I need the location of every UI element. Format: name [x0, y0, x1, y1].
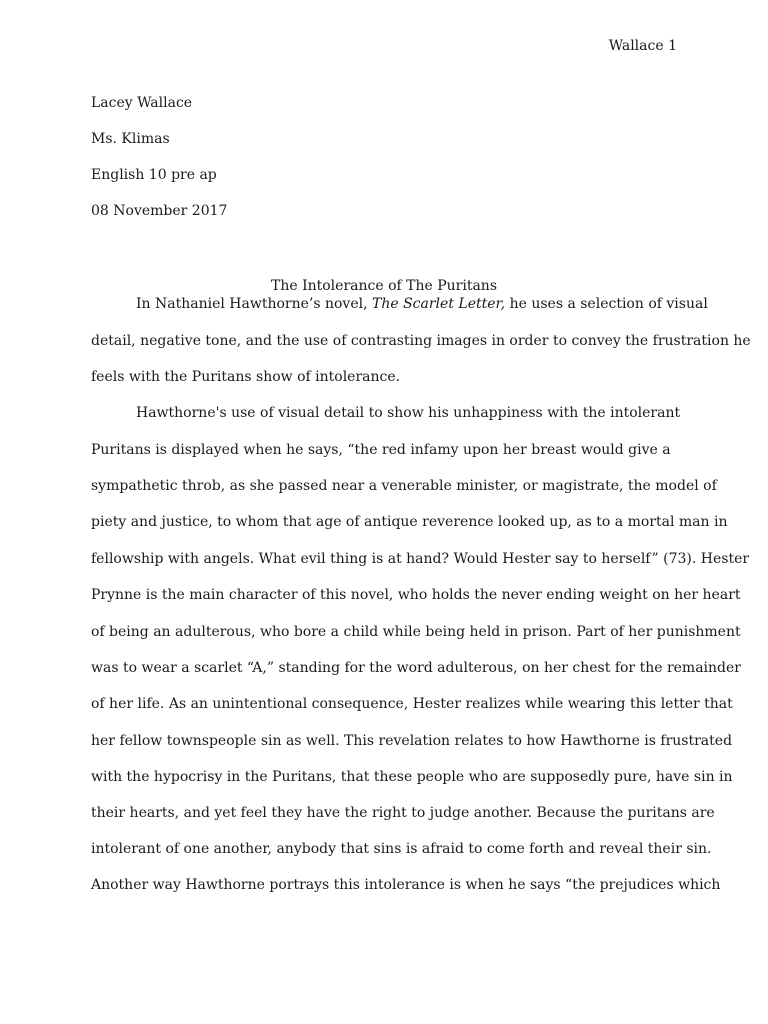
- paragraph-1-line-3: feels with the Puritans show of intolerance.: [91, 369, 401, 385]
- paragraph-2-line: Another way Hawthorne portrays this intolerance is when he says “the prejudices which: [91, 877, 721, 893]
- paragraph-2-line: Puritans is displayed when he says, “the red infamy upon her breast would give a: [91, 442, 671, 458]
- paragraph-1-line-2: detail, negative tone, and the use of contrasting images in order to convey the frustration he: [91, 333, 751, 349]
- paragraph-1-text-start: In Nathaniel Hawthorne’s novel,: [136, 296, 372, 312]
- paragraph-2-line: fellowship with angels. What evil thing is at hand? Would Hester say to herself” (73). Hester: [91, 551, 750, 567]
- novel-title: The Scarlet Letter,: [372, 296, 506, 312]
- running-head: Wallace 1: [608, 38, 677, 54]
- paragraph-2-line: with the hypocrisy in the Puritans, that these people who are supposedly pure, have sin in: [91, 769, 733, 785]
- paragraph-1-text-end: he uses a selection of visual: [505, 296, 708, 312]
- paragraph-2-line: Prynne is the main character of this novel, who holds the never ending weight on her heart: [91, 587, 741, 603]
- paragraph-2-line: her fellow townspeople sin as well. This revelation relates to how Hawthorne is frustrated: [91, 733, 733, 749]
- paragraph-2-line: sympathetic throb, as she passed near a venerable minister, or magistrate, the model of: [91, 478, 717, 494]
- paragraph-2-line: of her life. As an unintentional consequence, Hester realizes while wearing this letter that: [91, 696, 733, 712]
- student-name: Lacey Wallace: [91, 95, 193, 111]
- essay-title: The Intolerance of The Puritans: [270, 278, 498, 294]
- paragraph-2-line: was to wear a scarlet “A,” standing for the word adulterous, on her chest for the remainder: [91, 660, 741, 676]
- paragraph-1-line-1: [136, 295, 708, 313]
- paragraph-2-line: Hawthorne's use of visual detail to show his unhappiness with the intolerant: [136, 405, 681, 421]
- course-name: English 10 pre ap: [91, 167, 217, 183]
- paragraph-2-line: intolerant of one another, anybody that sins is afraid to come forth and reveal their sin.: [91, 841, 712, 857]
- teacher-name: Ms. Klimas: [91, 131, 170, 147]
- paragraph-2-line: piety and justice, to whom that age of antique reverence looked up, as to a mortal man in: [91, 514, 728, 530]
- paragraph-2-line: of being an adulterous, who bore a child while being held in prison. Part of her punishment: [91, 624, 741, 640]
- paragraph-2-line: their hearts, and yet feel they have the right to judge another. Because the puritans are: [91, 805, 715, 821]
- essay-date: 08 November 2017: [91, 203, 228, 219]
